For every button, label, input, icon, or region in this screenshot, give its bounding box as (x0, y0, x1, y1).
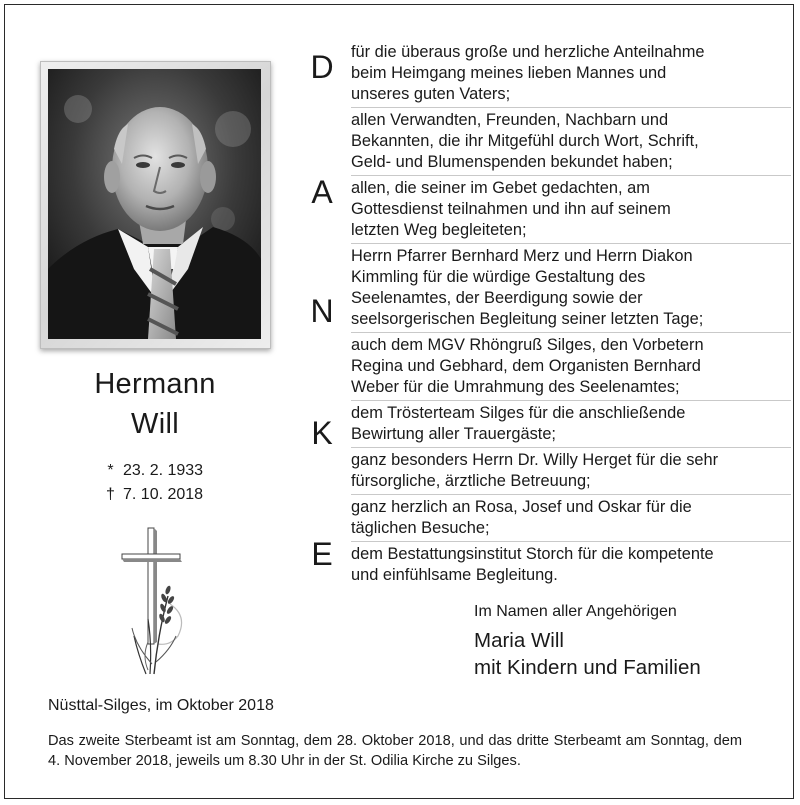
first-name: Hermann (94, 368, 216, 400)
death-row (98, 483, 203, 507)
danke-letter-e: E (311, 536, 333, 572)
place-date: Nüsttal-Silges, im Oktober 2018 (48, 697, 274, 714)
portrait-photo (48, 69, 261, 339)
portrait-frame (40, 61, 271, 349)
death-date: 7. 10. 2018 (123, 486, 204, 503)
thanks-item: allen, die seiner im Gebet gedachten, am Gottesdienst teilnahmen und ihn auf seinem letzten Weg begleiteten; (351, 178, 791, 244)
last-name: Will (131, 408, 179, 440)
signoff-intro: Im Namen aller Angehörigen (474, 603, 677, 620)
signoff-family: mit Kindern und Familien (474, 656, 701, 679)
thanks-item: auch dem MGV Rhöngruß Silges, den Vorbetern Regina und Gebhard, dem Organisten Bernhard Weber für die Umrahmung des Seelenamtes; (351, 335, 791, 401)
thanks-item: allen Verwandten, Freunden, Nachbarn und Bekannten, die ihr Mitgefühl durch Wort, Schrift, Geld- und Blumenspenden bekundet haben; (351, 110, 791, 176)
cross-with-wheat-icon (118, 524, 190, 676)
danke-letter-k: K (311, 415, 333, 451)
thanks-item: ganz besonders Herrn Dr. Willy Herget für die sehr fürsorgliche, ärztliche Betreuung; (351, 450, 791, 495)
birth-row (98, 459, 203, 483)
signoff-name: Maria Will (474, 629, 564, 652)
life-dates (98, 459, 203, 507)
thanks-item: für die überaus große und herzliche Anteilnahme beim Heimgang meines lieben Mannes und unseres guten Vaters; (351, 42, 791, 108)
signoff (474, 602, 701, 681)
service-notice: Das zweite Sterbeamt ist am Sonntag, dem 28. Oktober 2018, und das dritte Sterbeamt am Sonntag, dem 4. November 2018, jeweils um 8.30 Uhr in der St. Odilia Kirche zu Silges. (48, 733, 742, 769)
birth-symbol: * (107, 462, 114, 479)
death-symbol: † (106, 486, 115, 503)
thanks-item: dem Trösterteam Silges für die anschließende Bewirtung aller Trauergäste; (351, 403, 791, 448)
thanks-item: dem Bestattungsinstitut Storch für die kompetente und einfühlsame Begleitung. (351, 545, 714, 584)
thanks-item: ganz herzlich an Rosa, Josef und Oskar für die täglichen Besuche; (351, 497, 791, 542)
danke-letter-d: D (310, 49, 334, 85)
danke-letter-n: N (310, 293, 334, 329)
birth-date: 23. 2. 1933 (123, 462, 204, 479)
thanks-item: Herrn Pfarrer Bernhard Merz und Herrn Diakon Kimmling für die würdige Gestaltung des Seelenamtes, der Beerdigung sowie der seelsorgerischen Begleitung seiner letzten Tage; (351, 246, 791, 333)
thanks-list (351, 42, 791, 590)
danke-letter-a: A (311, 174, 333, 210)
